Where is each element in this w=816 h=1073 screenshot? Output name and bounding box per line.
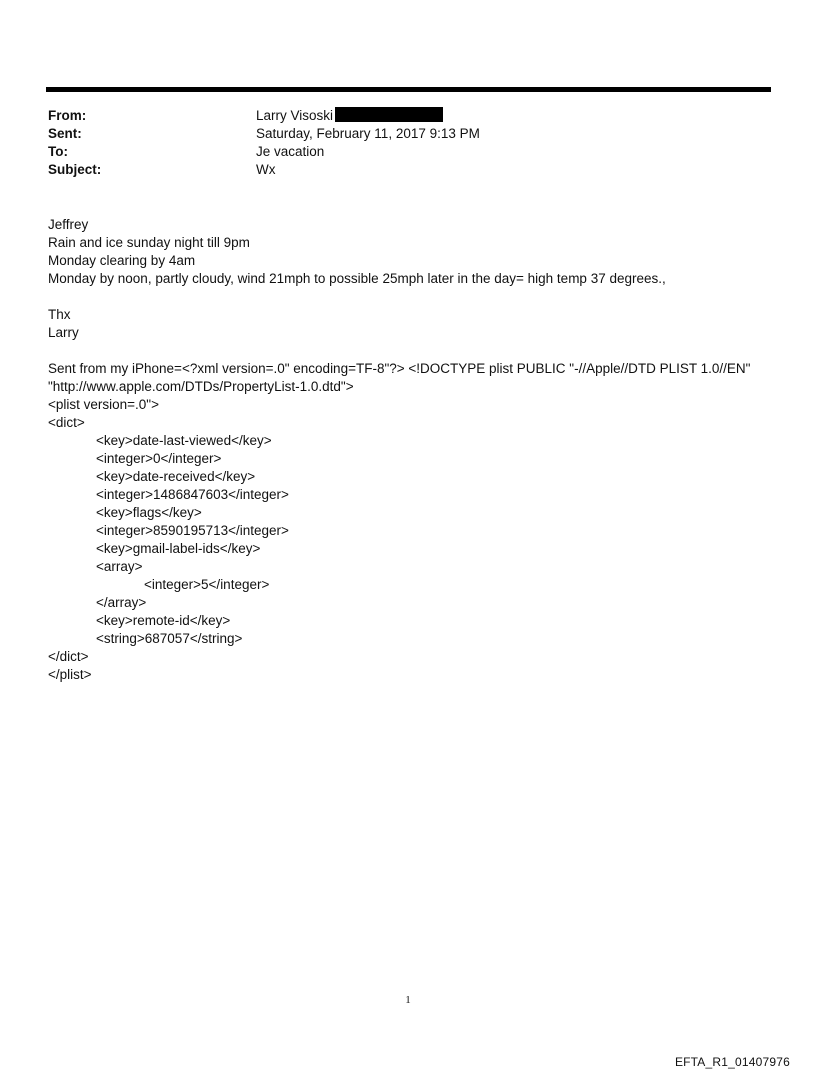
plist-line: <integer>8590195713</integer>: [96, 523, 289, 538]
plist-line: <integer>0</integer>: [96, 451, 222, 466]
body-signature: Larry: [48, 325, 79, 340]
plist-line: Sent from my iPhone=<?xml version=.0" encoding=TF-8"?> <!DOCTYPE plist PUBLIC "-//Apple//DTD PLIST 1.0//EN": [48, 361, 751, 376]
redaction-box: [335, 107, 443, 122]
plist-line: <integer>5</integer>: [144, 577, 270, 592]
plist-line: <integer>1486847603</integer>: [96, 487, 289, 502]
body-signoff: Thx: [48, 307, 71, 322]
email-body: [48, 216, 788, 684]
plist-line: <key>remote-id</key>: [96, 613, 231, 628]
body-greeting: Jeffrey: [48, 217, 89, 232]
body-line: Monday clearing by 4am: [48, 253, 196, 268]
header-divider-rule: [46, 87, 771, 92]
blank-line: [48, 288, 788, 306]
plist-line: </dict>: [48, 649, 89, 664]
plist-line: <array>: [96, 559, 143, 574]
sent-label: Sent:: [48, 126, 82, 141]
plist-line: </array>: [96, 595, 147, 610]
bates-number: EFTA_R1_01407976: [674, 1055, 790, 1069]
email-header: [48, 107, 748, 179]
to-value: Je vacation: [256, 144, 325, 159]
plist-line: <key>date-received</key>: [96, 469, 256, 484]
sender-name: Larry Visoski: [256, 108, 334, 123]
plist-line: </plist>: [48, 667, 92, 682]
subject-value: Wx: [256, 162, 276, 177]
plist-line: <plist version=.0">: [48, 397, 159, 412]
plist-line: <string>687057</string>: [96, 631, 243, 646]
plist-line: <key>flags</key>: [96, 505, 202, 520]
body-line: Monday by noon, partly cloudy, wind 21mph to possible 25mph later in the day= high temp 37 degrees.,: [48, 271, 666, 286]
to-label: To:: [48, 144, 68, 159]
subject-label: Subject:: [48, 162, 102, 177]
page-number: 1: [405, 994, 411, 1006]
to-row: [48, 143, 748, 161]
from-row: [48, 107, 748, 125]
sent-value: Saturday, February 11, 2017 9:13 PM: [256, 126, 480, 141]
from-label: From:: [48, 108, 87, 123]
subject-row: [48, 161, 748, 179]
sent-row: [48, 125, 748, 143]
body-line: Rain and ice sunday night till 9pm: [48, 235, 250, 250]
plist-line: <key>gmail-label-ids</key>: [96, 541, 261, 556]
plist-line: "http://www.apple.com/DTDs/PropertyList-1.0.dtd">: [48, 379, 354, 394]
plist-line: <key>date-last-viewed</key>: [96, 433, 272, 448]
blank-line: [48, 342, 788, 360]
plist-line: <dict>: [48, 415, 85, 430]
from-value: [256, 107, 443, 125]
